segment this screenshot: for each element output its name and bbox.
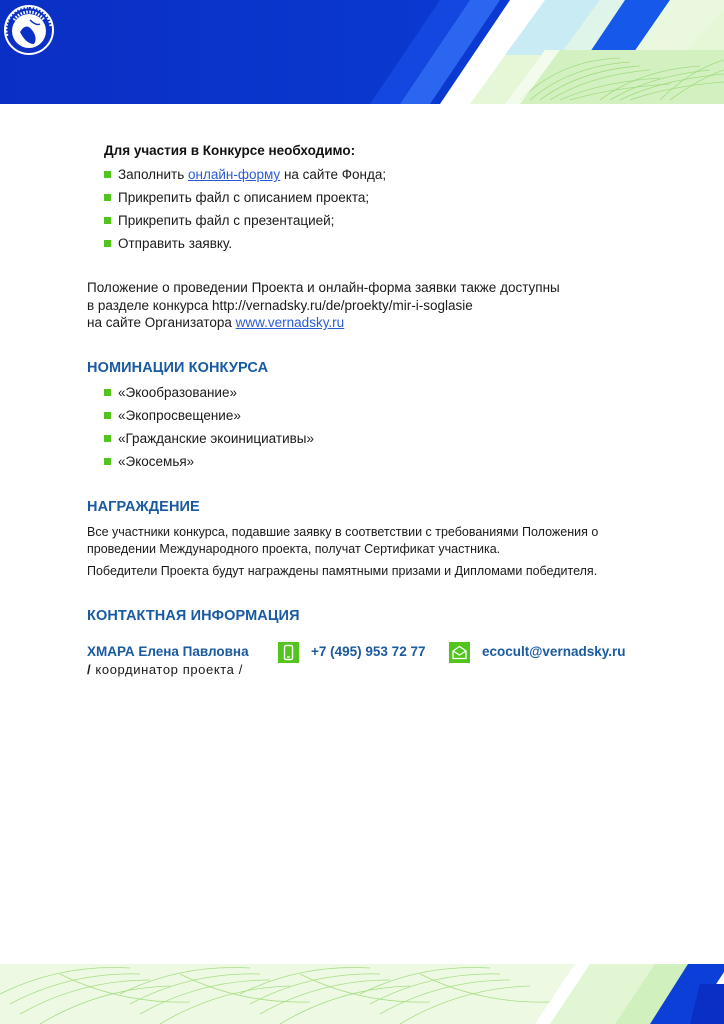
header-background: [0, 0, 724, 104]
contact-email[interactable]: ecocult@vernadsky.ru: [482, 644, 626, 659]
header-banner: [0, 0, 724, 104]
list-item: «Экообразование»: [104, 384, 314, 407]
list-item: «Экосемья»: [104, 453, 314, 476]
award-text-winners: Победители Проекта будут награждены памятными призами и Дипломами победителя.: [87, 564, 598, 578]
list-item-text: Заполнить: [118, 167, 189, 182]
award-text: Все участники конкурса, подавшие заявку в соответствии с требованиями Положения о проведении Международного проекта, получат Сертификат участника.: [87, 525, 599, 556]
regulation-paragraph: [87, 279, 707, 332]
regulation-line: [87, 314, 707, 332]
online-form-link[interactable]: онлайн-форму: [188, 167, 281, 182]
footer-banner: [0, 964, 724, 1024]
nominations-title: НОМИНАЦИИ КОНКУРСА: [87, 360, 269, 376]
list-item: «Экопросвещение»: [104, 407, 314, 430]
contest-logo-icon: [0, 0, 58, 58]
requirements-heading: Для участия в Конкурсе необходимо:: [104, 143, 356, 158]
regulation-line: в разделе конкурса http://vernadsky.ru/de/proekty/mir-i-soglasie: [87, 297, 473, 313]
list-item: Отправить заявку.: [104, 235, 386, 258]
nominations-list: [104, 384, 314, 476]
award-title: НАГРАЖДЕНИЕ: [87, 499, 200, 515]
contact-phone[interactable]: +7 (495) 953 72 77: [311, 644, 426, 659]
regulation-line: Положение о проведении Проекта и онлайн-форма заявки также доступны: [87, 280, 560, 295]
contact-title: КОНТАКТНАЯ ИНФОРМАЦИЯ: [87, 608, 300, 624]
phone-icon: [278, 642, 299, 663]
contact-name: ХМАРА Елена Павловна: [87, 644, 249, 659]
list-item: Прикрепить файл с описанием проекта;: [104, 189, 386, 212]
regulation-line-text: на сайте Организатора: [87, 315, 236, 330]
contact-role-text: координатор проекта /: [91, 662, 243, 677]
list-item: Прикрепить файл с презентацией;: [104, 212, 386, 235]
footer-background: [0, 964, 724, 1024]
list-item-text: на сайте Фонда;: [280, 167, 387, 182]
contact-role: [87, 662, 243, 677]
mail-icon: [449, 642, 470, 663]
list-item: [104, 166, 386, 189]
contact-role-slash: /: [87, 662, 92, 677]
requirements-list: [104, 166, 386, 258]
vernadsky-site-link[interactable]: www.vernadsky.ru: [235, 315, 345, 330]
list-item: «Гражданские экоинициативы»: [104, 430, 314, 453]
